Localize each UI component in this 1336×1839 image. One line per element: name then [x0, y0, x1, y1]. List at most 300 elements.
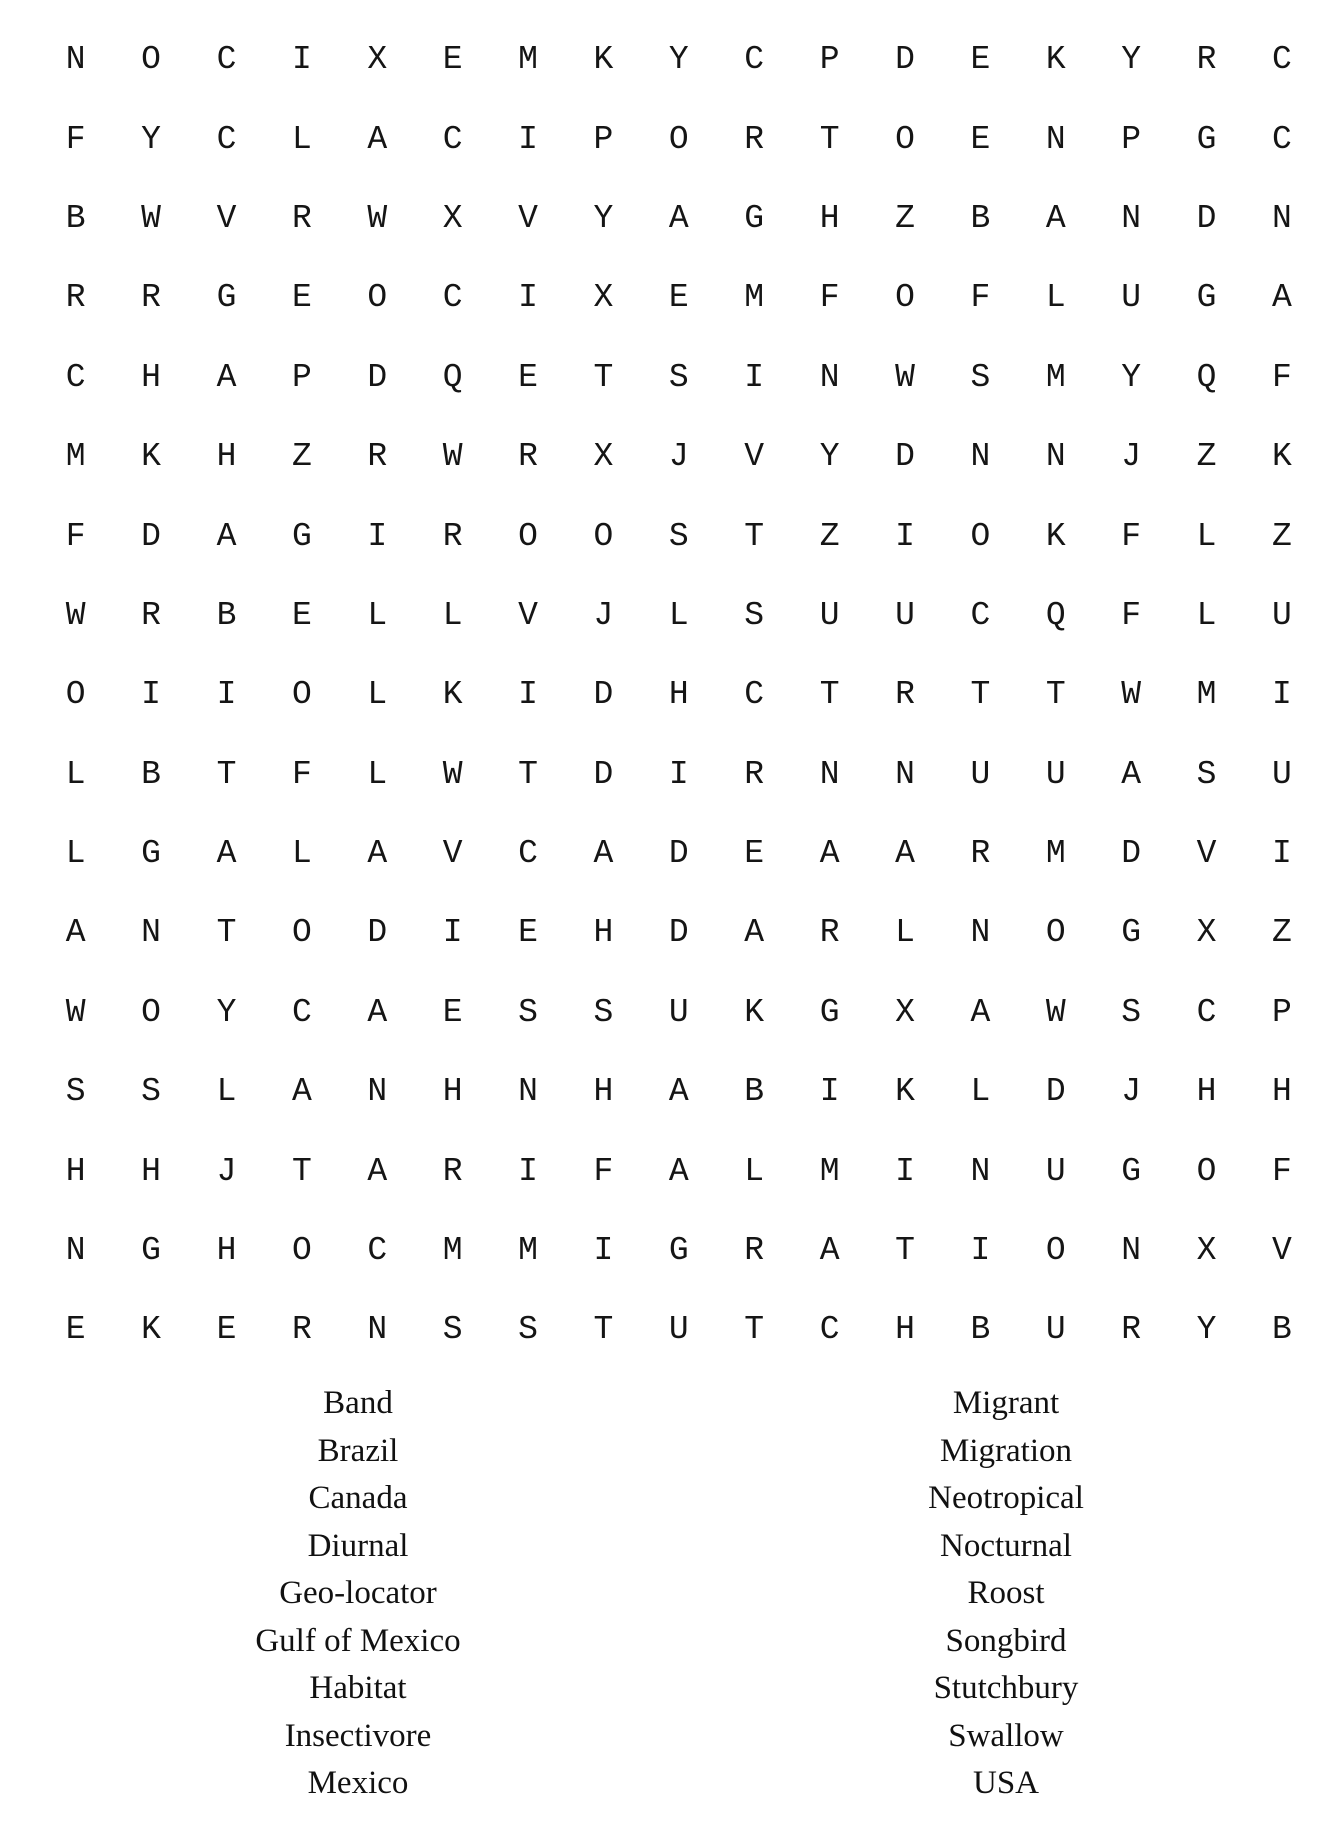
grid-letter: A [367, 1152, 388, 1190]
grid-letter: E [442, 993, 463, 1031]
grid-letter: N [367, 1311, 388, 1349]
grid-letter: R [744, 755, 765, 793]
grid-letter: Q [1196, 358, 1217, 396]
grid-letter: H [1272, 1073, 1292, 1111]
grid-letter: N [518, 1073, 538, 1111]
grid-letter: O [367, 279, 388, 317]
grid-letter: R [442, 1152, 463, 1190]
grid-letter: D [668, 914, 689, 952]
grid-letter: A [216, 517, 237, 555]
grid-letter: G [216, 279, 237, 317]
grid-letter: T [819, 120, 840, 158]
grid-letter: Q [1045, 596, 1066, 634]
grid-letter: T [744, 1311, 765, 1349]
grid-letter: E [442, 41, 463, 79]
grid-letter: J [593, 596, 614, 634]
grid-letter: M [518, 41, 538, 79]
grid-letter: W [442, 755, 463, 793]
grid-letter: I [744, 358, 765, 396]
grid-letter: F [1272, 358, 1292, 396]
grid-letter: C [367, 1232, 388, 1270]
grid-letter: I [518, 1152, 538, 1190]
grid-letter: I [141, 676, 161, 714]
grid-letter: X [1196, 1232, 1217, 1270]
grid-letter: S [1121, 993, 1142, 1031]
grid-letter: G [1196, 279, 1217, 317]
grid-letter: W [1121, 676, 1142, 714]
grid-letter: F [1121, 517, 1142, 555]
grid-letter: N [65, 1232, 86, 1270]
grid-letter: J [668, 438, 689, 476]
grid-letter: R [1196, 41, 1217, 79]
grid-letter: A [668, 199, 689, 237]
grid-letter: C [1272, 120, 1292, 158]
grid-letter: U [895, 596, 915, 634]
word-item: Songbird [945, 1622, 1067, 1659]
grid-letter: C [744, 41, 765, 79]
grid-letter: F [1121, 596, 1142, 634]
grid-letter: C [291, 993, 312, 1031]
grid-letter: J [1121, 1073, 1142, 1111]
grid-letter: S [744, 596, 765, 634]
grid-letter: U [1045, 755, 1066, 793]
grid-letter: S [1196, 755, 1217, 793]
grid-letter: Y [819, 438, 840, 476]
grid-letter: N [1121, 199, 1142, 237]
grid-letter: A [668, 1073, 689, 1111]
grid-letter: V [518, 596, 538, 634]
grid-letter: E [291, 279, 312, 317]
grid-letter: H [593, 1073, 614, 1111]
grid-letter: I [291, 41, 312, 79]
grid-letter: Y [1196, 1311, 1217, 1349]
grid-letter: A [367, 120, 388, 158]
grid-letter: S [668, 517, 689, 555]
grid-letter: E [518, 358, 538, 396]
grid-letter: D [593, 676, 614, 714]
grid-letter: I [442, 914, 463, 952]
word-item: Migrant [952, 1385, 1060, 1421]
grid-letter: C [442, 279, 463, 317]
grid-letter: A [216, 358, 237, 396]
grid-letter: A [367, 835, 388, 873]
grid-letter: A [970, 993, 991, 1031]
grid-letter: S [65, 1073, 86, 1111]
grid-letter: D [367, 914, 388, 952]
grid-letter: Z [1272, 914, 1292, 952]
grid-letter: O [141, 993, 161, 1031]
grid-letter: I [970, 1232, 991, 1270]
grid-letter: R [970, 835, 991, 873]
grid-letter: J [216, 1152, 237, 1190]
grid-letter: F [65, 517, 86, 555]
grid-letter: G [819, 993, 840, 1031]
grid-letter: H [216, 438, 237, 476]
grid-letter: W [1045, 993, 1066, 1031]
grid-letter: N [1045, 120, 1066, 158]
grid-letter: T [593, 358, 614, 396]
grid-letter: H [442, 1073, 463, 1111]
grid-letter: N [367, 1073, 388, 1111]
grid-letter: B [65, 199, 86, 237]
grid-letter: P [291, 358, 312, 396]
grid-letter: C [65, 358, 86, 396]
grid-letter: A [895, 835, 915, 873]
grid-letter: L [970, 1073, 991, 1111]
grid-letter: T [518, 755, 538, 793]
grid-letter: M [744, 279, 765, 317]
grid-letter: Y [216, 993, 237, 1031]
word-list-right-column [826, 1380, 1186, 1808]
word-item: USA [972, 1765, 1040, 1801]
grid-letter: O [1196, 1152, 1217, 1190]
grid-letter: L [367, 596, 388, 634]
grid-letter: A [1045, 199, 1066, 237]
grid-letter: D [1045, 1073, 1066, 1111]
grid-letter: N [970, 438, 991, 476]
grid-letter: I [367, 517, 388, 555]
grid-letter: C [1272, 41, 1292, 79]
grid-letter: F [970, 279, 991, 317]
grid-letter: D [141, 517, 161, 555]
grid-letter: W [141, 199, 161, 237]
grid-letter: H [1196, 1073, 1217, 1111]
grid-letter: P [819, 41, 840, 79]
grid-letter: E [668, 279, 689, 317]
grid-letter: X [895, 993, 915, 1031]
grid-letter: K [442, 676, 463, 714]
grid-letter: F [1272, 1152, 1292, 1190]
grid-letter: X [1196, 914, 1217, 952]
grid-letter: L [895, 914, 915, 952]
grid-letter: I [1272, 835, 1292, 873]
grid-letter: Z [1196, 438, 1217, 476]
grid-letter: C [442, 120, 463, 158]
grid-letter: T [593, 1311, 614, 1349]
grid-letter: I [518, 676, 538, 714]
grid-letter: S [518, 993, 538, 1031]
grid-letter: B [141, 755, 161, 793]
grid-letter: H [668, 676, 689, 714]
grid-letter: N [1272, 199, 1292, 237]
grid-letter: I [518, 279, 538, 317]
word-item: Stutchbury [933, 1670, 1079, 1706]
grid-letter: X [442, 199, 463, 237]
grid-letter: R [1121, 1311, 1142, 1349]
grid-letter: B [1272, 1311, 1292, 1349]
word-list-left-column [178, 1380, 538, 1808]
grid-letter: A [1272, 279, 1292, 317]
grid-letter: V [216, 199, 237, 237]
grid-letter: M [1196, 676, 1217, 714]
grid-letter: M [518, 1232, 538, 1270]
word-item: Band [323, 1385, 393, 1421]
word-item: Habitat [309, 1670, 407, 1706]
grid-letter: A [1121, 755, 1142, 793]
grid-letter: N [895, 755, 915, 793]
grid-letter: K [593, 41, 614, 79]
grid-letter: G [1121, 914, 1142, 952]
grid-letter: I [518, 120, 538, 158]
grid-letter: E [970, 120, 991, 158]
grid-letter: L [367, 676, 388, 714]
grid-letter: J [1121, 438, 1142, 476]
grid-letter: R [744, 1232, 765, 1270]
grid-letter: A [291, 1073, 312, 1111]
grid-letter: G [668, 1232, 689, 1270]
grid-letter: G [141, 835, 161, 873]
grid-letter: T [895, 1232, 915, 1270]
grid-letter: I [819, 1073, 840, 1111]
grid-letter: X [593, 438, 614, 476]
grid-letter: O [1045, 914, 1066, 952]
grid-letter: C [216, 41, 237, 79]
grid-letter: A [216, 835, 237, 873]
grid-letter: K [141, 438, 161, 476]
grid-letter: E [970, 41, 991, 79]
grid-letter: I [593, 1232, 614, 1270]
grid-letter: H [141, 1152, 161, 1190]
grid-letter: U [1045, 1311, 1066, 1349]
grid-letter: F [819, 279, 840, 317]
grid-letter: N [1045, 438, 1066, 476]
word-item: Swallow [948, 1717, 1064, 1754]
grid-letter: M [819, 1152, 840, 1190]
word-item: Neotropical [928, 1480, 1084, 1516]
grid-letter: A [65, 914, 86, 952]
grid-letter: Q [442, 358, 463, 396]
grid-letter: N [1121, 1232, 1142, 1270]
grid-letter: L [1196, 517, 1217, 555]
grid-letter: R [744, 120, 765, 158]
grid-letter: N [65, 41, 86, 79]
grid-letter: V [1196, 835, 1217, 873]
grid-letter: M [1045, 835, 1066, 873]
grid-letter: M [65, 438, 86, 476]
grid-letter: A [744, 914, 765, 952]
grid-letter: D [895, 41, 915, 79]
grid-letter: C [518, 835, 538, 873]
grid-letter: R [442, 517, 463, 555]
grid-letter: A [668, 1152, 689, 1190]
grid-letter: A [819, 1232, 840, 1270]
grid-letter: E [65, 1311, 86, 1349]
grid-letter: K [895, 1073, 915, 1111]
grid-letter: T [1045, 676, 1066, 714]
grid-letter: R [518, 438, 538, 476]
grid-letter: X [367, 41, 388, 79]
grid-letter: L [291, 835, 312, 873]
grid-letter: L [65, 755, 86, 793]
grid-letter: R [367, 438, 388, 476]
grid-letter: T [744, 517, 765, 555]
grid-letter: R [819, 914, 840, 952]
grid-letter: E [291, 596, 312, 634]
word-item: Insectivore [284, 1717, 432, 1754]
grid-letter: I [1272, 676, 1292, 714]
grid-letter: R [141, 279, 161, 317]
grid-letter: O [291, 676, 312, 714]
grid-letter: P [593, 120, 614, 158]
grid-letter: N [970, 914, 991, 952]
grid-letter: X [593, 279, 614, 317]
grid-letter: A [593, 835, 614, 873]
grid-letter: H [216, 1232, 237, 1270]
grid-letter: E [744, 835, 765, 873]
grid-letter: Z [291, 438, 312, 476]
grid-letter: P [1272, 993, 1292, 1031]
grid-letter: L [744, 1152, 765, 1190]
grid-letter: Y [1121, 41, 1142, 79]
grid-letter: G [1196, 120, 1217, 158]
grid-letter: H [819, 199, 840, 237]
grid-letter: L [1045, 279, 1066, 317]
grid-letter: T [216, 755, 237, 793]
grid-letter: C [970, 596, 991, 634]
grid-letter: F [593, 1152, 614, 1190]
grid-letter: H [65, 1152, 86, 1190]
grid-letter: O [895, 120, 915, 158]
grid-letter: F [65, 120, 86, 158]
grid-letter: U [1121, 279, 1142, 317]
grid-letter: S [668, 358, 689, 396]
grid-letter: D [593, 755, 614, 793]
grid-letter: L [1196, 596, 1217, 634]
grid-letter: L [442, 596, 463, 634]
grid-letter: U [668, 993, 689, 1031]
grid-letter: A [367, 993, 388, 1031]
grid-letter: W [442, 438, 463, 476]
grid-letter: R [65, 279, 86, 317]
word-item: Roost [967, 1575, 1045, 1611]
grid-letter: M [1045, 358, 1066, 396]
word-item: Brazil [317, 1432, 399, 1469]
grid-letter: G [744, 199, 765, 237]
word-item: Geo-locator [279, 1575, 437, 1611]
grid-letter: G [1121, 1152, 1142, 1190]
grid-letter: O [668, 120, 689, 158]
grid-letter: K [744, 993, 765, 1031]
grid-letter: R [291, 199, 312, 237]
grid-letter: T [819, 676, 840, 714]
grid-letter: Y [668, 41, 689, 79]
grid-letter: N [819, 755, 840, 793]
grid-letter: Z [1272, 517, 1292, 555]
grid-letter: Y [593, 199, 614, 237]
grid-letter: T [216, 914, 237, 952]
grid-letter: I [216, 676, 237, 714]
word-item: Canada [308, 1480, 408, 1516]
grid-letter: Z [895, 199, 915, 237]
grid-letter: O [970, 517, 991, 555]
grid-letter: S [141, 1073, 161, 1111]
grid-letter: G [291, 517, 312, 555]
grid-letter: E [216, 1311, 237, 1349]
grid-letter: L [367, 755, 388, 793]
grid-letter: L [65, 835, 86, 873]
grid-letter: O [65, 676, 86, 714]
grid-letter: O [291, 914, 312, 952]
grid-letter: K [141, 1311, 161, 1349]
letter-grid [38, 20, 1320, 1370]
word-item: Gulf of Mexico [255, 1622, 461, 1659]
grid-letter: N [970, 1152, 991, 1190]
grid-letter: L [668, 596, 689, 634]
grid-letter: W [65, 993, 86, 1031]
grid-letter: H [593, 914, 614, 952]
grid-letter: W [367, 199, 388, 237]
grid-letter: D [668, 835, 689, 873]
grid-letter: U [970, 755, 991, 793]
grid-letter: C [819, 1311, 840, 1349]
grid-letter: H [895, 1311, 915, 1349]
word-item: Nocturnal [940, 1527, 1072, 1564]
grid-letter: O [593, 517, 614, 555]
grid-letter: V [744, 438, 765, 476]
grid-letter: G [141, 1232, 161, 1270]
grid-letter: U [668, 1311, 689, 1349]
grid-letter: N [141, 914, 161, 952]
grid-letter: N [819, 358, 840, 396]
grid-letter: V [442, 835, 463, 873]
grid-letter: C [1196, 993, 1217, 1031]
word-item: Mexico [307, 1765, 409, 1801]
word-item: Diurnal [307, 1527, 409, 1564]
grid-letter: O [1045, 1232, 1066, 1270]
grid-letter: U [1272, 755, 1292, 793]
grid-letter: R [291, 1311, 312, 1349]
grid-letter: U [819, 596, 840, 634]
grid-letter: B [744, 1073, 765, 1111]
grid-letter: C [216, 120, 237, 158]
grid-letter: W [65, 596, 86, 634]
grid-letter: L [216, 1073, 237, 1111]
grid-letter: D [367, 358, 388, 396]
grid-letter: S [518, 1311, 538, 1349]
grid-letter: E [518, 914, 538, 952]
grid-letter: L [291, 120, 312, 158]
grid-letter: O [895, 279, 915, 317]
grid-letter: F [291, 755, 312, 793]
grid-letter: S [970, 358, 991, 396]
grid-letter: B [970, 199, 991, 237]
grid-letter: O [518, 517, 538, 555]
grid-letter: D [895, 438, 915, 476]
grid-letter: S [593, 993, 614, 1031]
grid-letter: O [141, 41, 161, 79]
grid-letter: Z [819, 517, 840, 555]
grid-letter: I [895, 517, 915, 555]
grid-letter: K [1045, 517, 1066, 555]
grid-letter: I [895, 1152, 915, 1190]
word-item: Migration [940, 1432, 1072, 1469]
grid-letter: B [970, 1311, 991, 1349]
grid-letter: D [1196, 199, 1217, 237]
grid-letter: Y [141, 120, 161, 158]
grid-letter: P [1121, 120, 1142, 158]
grid-letter: A [819, 835, 840, 873]
grid-letter: D [1121, 835, 1142, 873]
grid-letter: C [744, 676, 765, 714]
grid-letter: K [1272, 438, 1292, 476]
grid-letter: W [895, 358, 915, 396]
grid-letter: K [1045, 41, 1066, 79]
grid-letter: V [518, 199, 538, 237]
grid-letter: U [1045, 1152, 1066, 1190]
grid-letter: R [895, 676, 915, 714]
grid-letter: O [291, 1232, 312, 1270]
grid-letter: S [442, 1311, 463, 1349]
